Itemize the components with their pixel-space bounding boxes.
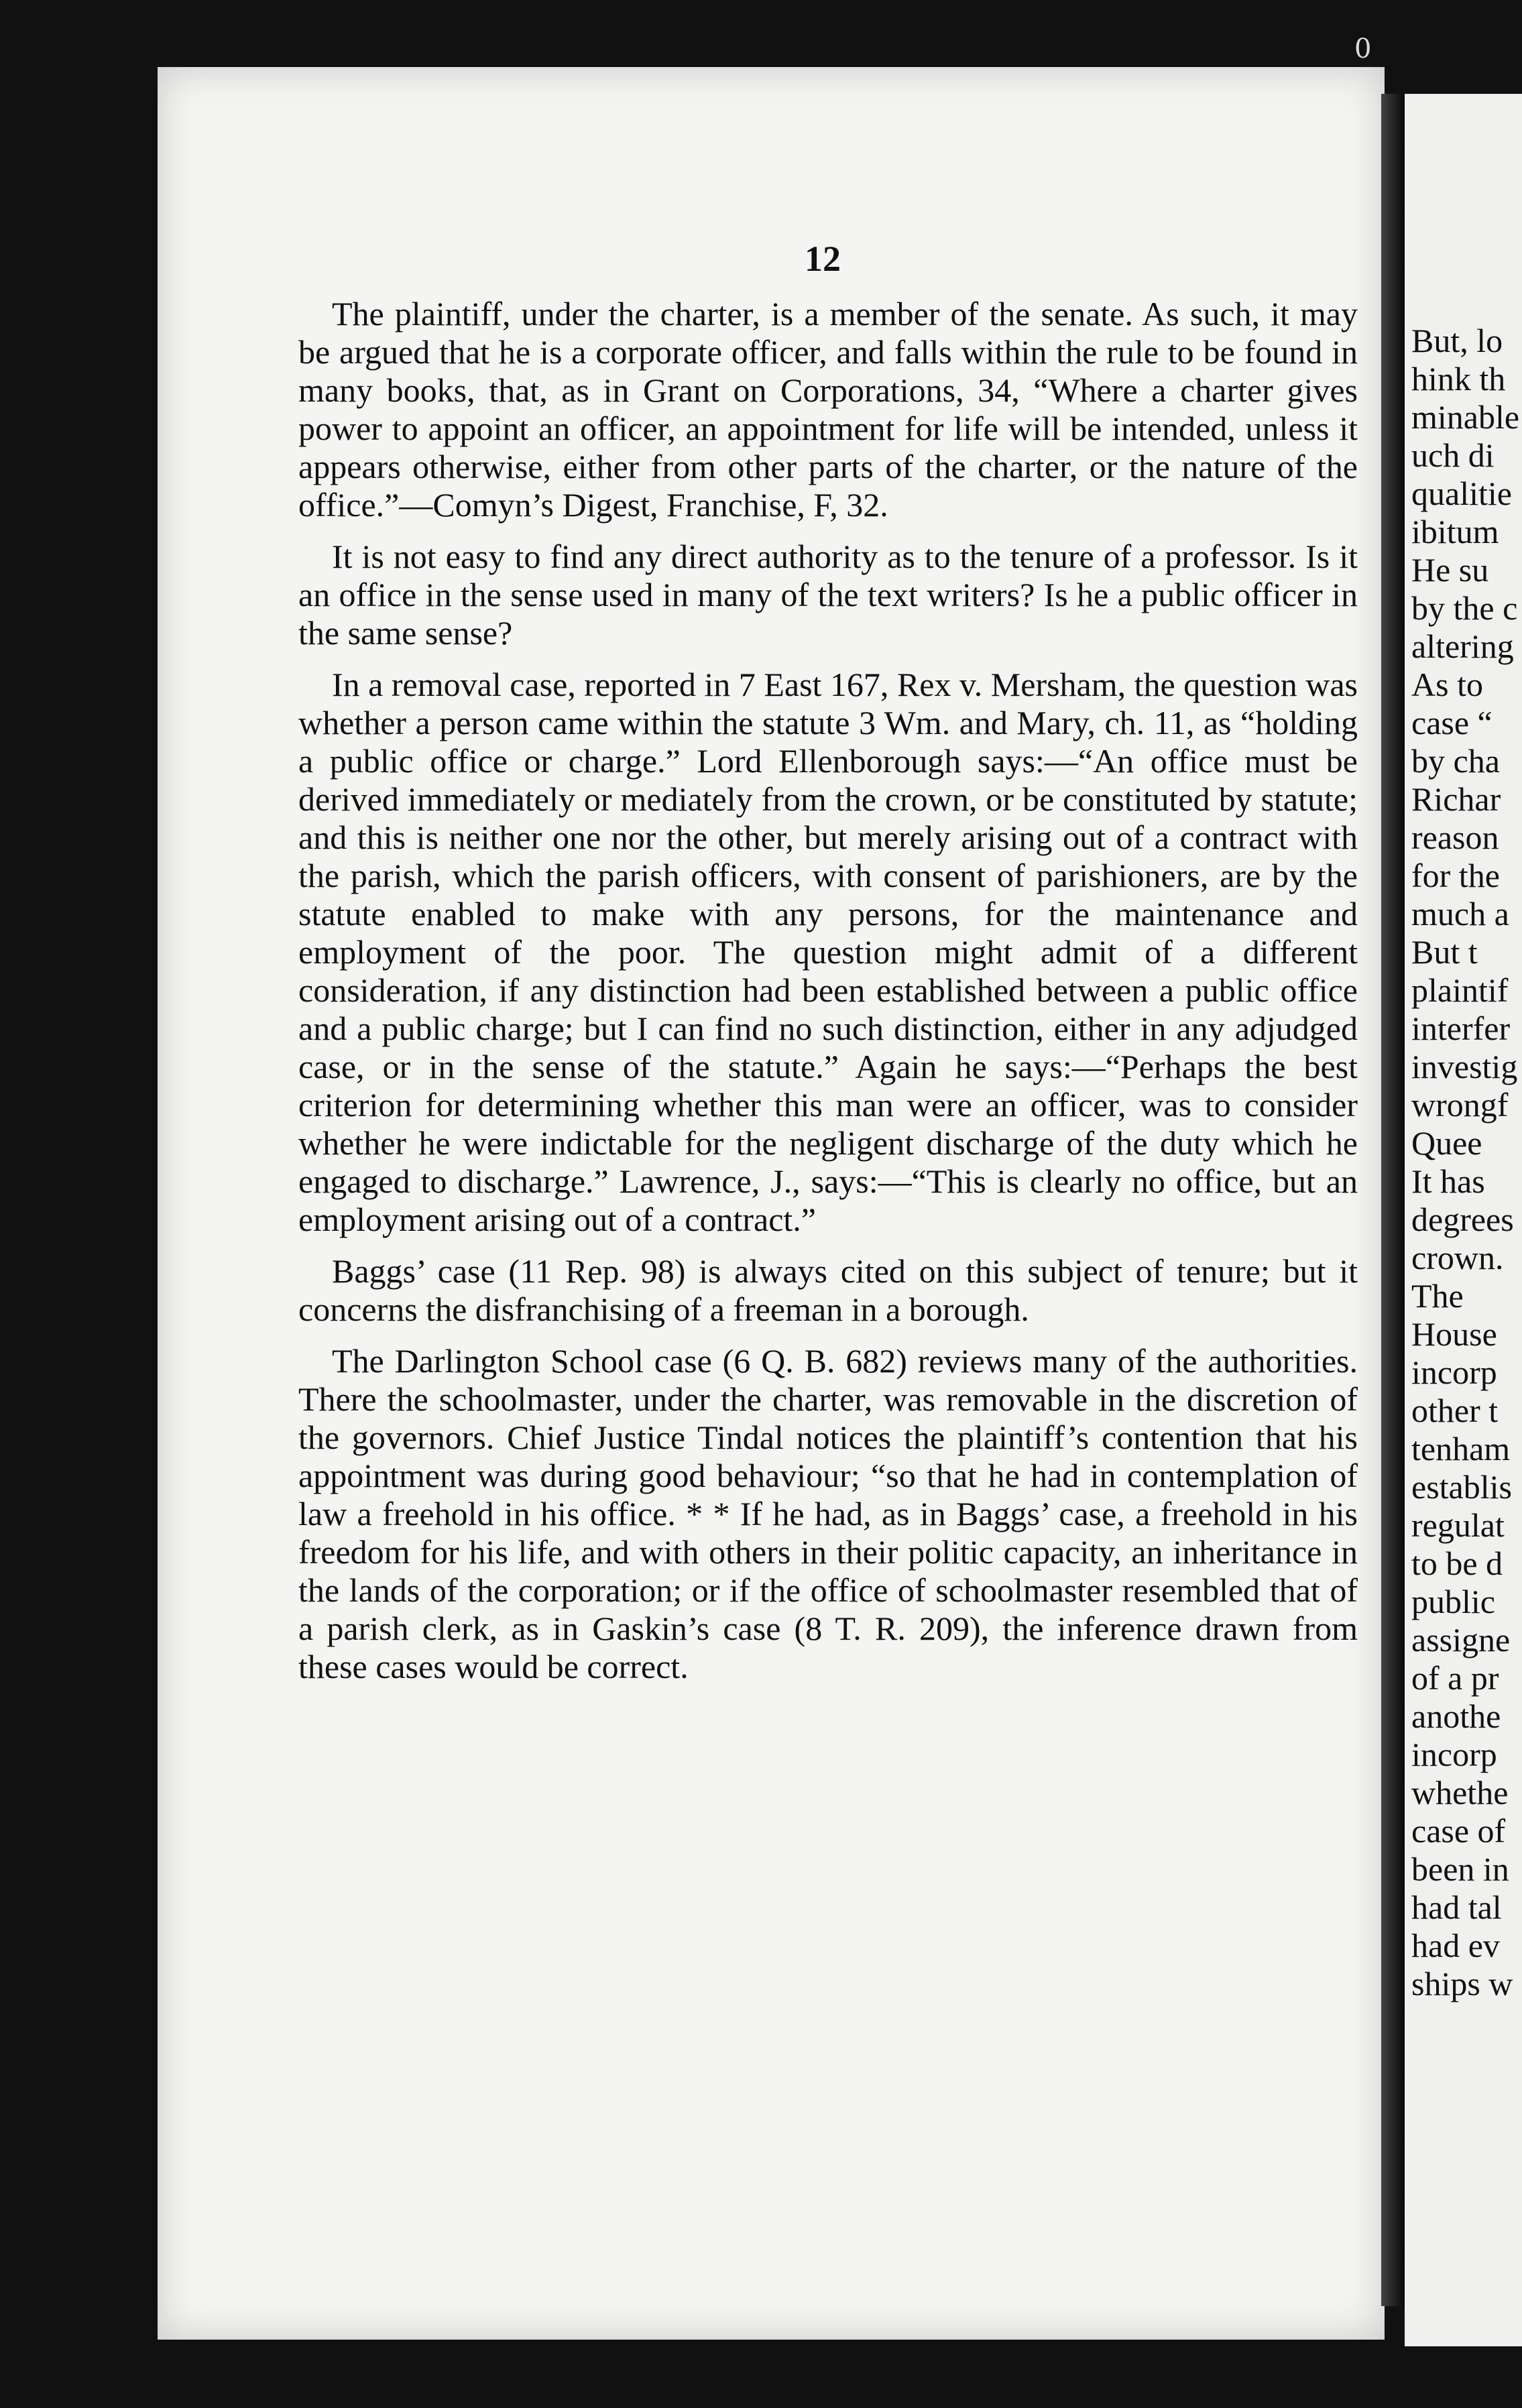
facing-page-line: plaintif [1411, 971, 1509, 1009]
facing-page-line: It has [1411, 1162, 1485, 1200]
facing-page-line: tenham [1411, 1430, 1511, 1467]
facing-page-line: hink th [1411, 360, 1506, 398]
paragraph: Baggs’ case (11 Rep. 98) is always cited on this subject of tenure; but it concerns the disfranchising of a freeman in a borough. [298, 1252, 1358, 1328]
facing-page-text [1411, 322, 1519, 2003]
page-number: 12 [805, 239, 841, 279]
facing-page-line: to be d [1411, 1545, 1503, 1582]
facing-page-line: interfer [1411, 1010, 1511, 1047]
facing-page-line: qualitie [1411, 475, 1512, 512]
facing-page-line: wrongf [1411, 1086, 1509, 1124]
paragraph: The plaintiff, under the charter, is a member of the senate. As such, it may be argued that he is a corporate officer, and falls within the rule to be found in many books, that, as in Grant on Corporations, 34, “Where a charter gives power to appoint an officer, an appointment for life will be intended, unless it appears otherwise, either from other parts of the charter, or the nature of the office.”—Comyn’s Digest, Franchise, F, 32. [298, 295, 1358, 524]
paragraph: In a removal case, reported in 7 East 167, Rex v. Mersham, the question was whether a person came within the statute 3 Wm. and Mary, ch. 11, as “holding a public office or charge.” Lord Ellenborough says:—“An office must be derived immediately or mediately from the crown, or be constituted by statute; and this is neither one nor the other, but merely arising out of a contract with the parish, which the parish officers, with consent of parishioners, are by the statute enabled to make with any persons, for the maintenance and employment of the poor. The question might admit of a different consideration, if any distinction had been established between a public office and a public charge; but I can find no such distinction, either in any adjudged case, or in the sense of the statute.” Again he says:—“Perhaps the best criterion for determining whether this man were an officer, was to consider whether he were indictable for the negligent discharge of the duty which he engaged to discharge.” Lawrence, J., says:—“This is clearly no office, but an employment arising out of a contract.” [298, 666, 1358, 1238]
facing-page-line: Richar [1411, 780, 1501, 818]
facing-page-line: case “ [1411, 704, 1492, 741]
facing-page-line: regulat [1411, 1506, 1505, 1544]
facing-page-line: establis [1411, 1468, 1512, 1506]
facing-page-line: by the c [1411, 589, 1518, 627]
paragraph: It is not easy to find any direct authority as to the tenure of a professor. Is it an office in the sense used in many of the text writers? Is he a public officer in the same sense? [298, 538, 1358, 652]
facing-page-line: case of [1411, 1812, 1506, 1850]
facing-page-line: whethe [1411, 1774, 1509, 1811]
facing-page-line: assigne [1411, 1621, 1511, 1659]
facing-page-line: crown. [1411, 1239, 1504, 1276]
facing-page-line: uch di [1411, 436, 1495, 474]
facing-page-line: by cha [1411, 742, 1500, 780]
facing-page-line: had ev [1411, 1927, 1500, 1964]
facing-page-line: But t [1411, 933, 1478, 971]
corner-mark: 0 [1354, 34, 1372, 64]
facing-page-line: ships w [1411, 1965, 1513, 2002]
facing-page-line: incorp [1411, 1736, 1497, 1773]
facing-page-line: had tal [1411, 1888, 1502, 1926]
facing-page [1405, 94, 1522, 2346]
facing-page-line: House [1411, 1315, 1497, 1353]
facing-page-line: been in [1411, 1850, 1509, 1888]
facing-page-line: He su [1411, 551, 1489, 589]
facing-page-line: of a pr [1411, 1659, 1499, 1697]
facing-page-line: degrees [1411, 1201, 1514, 1238]
facing-page-line: much a [1411, 895, 1509, 932]
facing-page-line: reason [1411, 819, 1499, 856]
facing-page-line: incorp [1411, 1353, 1497, 1391]
facing-page-line: minable [1411, 398, 1520, 436]
facing-page-line: Quee [1411, 1124, 1482, 1162]
facing-page-line: ibitum [1411, 513, 1499, 550]
facing-page-line: for the [1411, 857, 1500, 894]
facing-page-line: investig [1411, 1048, 1518, 1085]
facing-page-line: other t [1411, 1392, 1499, 1429]
book-gutter [1381, 94, 1408, 2306]
facing-page-line: But, lo [1411, 322, 1503, 359]
paragraph: The Darlington School case (6 Q. B. 682) reviews many of the authorities. There the schoolmaster, under the charter, was removable in the discretion of the governors. Chief Justice Tindal notices the plaintiff’s contention that his appointment was during good behaviour; “so that he had in contemplation of law a freehold in his office. * * If he had, as in Baggs’ case, a freehold in his freedom for his life, and with others in their politic capacity, an inheritance in the lands of the corporation; or if the office of schoolmaster resembled that of a parish clerk, as in Gaskin’s case (8 T. R. 209), the inference drawn from these cases would be correct. [298, 1342, 1358, 1685]
facing-page-line: public [1411, 1583, 1495, 1620]
body-text [298, 295, 1358, 1699]
facing-page-line: anothe [1411, 1697, 1501, 1735]
facing-page-line: altering [1411, 627, 1514, 665]
facing-page-line: As to [1411, 666, 1483, 703]
facing-page-line: The [1411, 1277, 1464, 1315]
